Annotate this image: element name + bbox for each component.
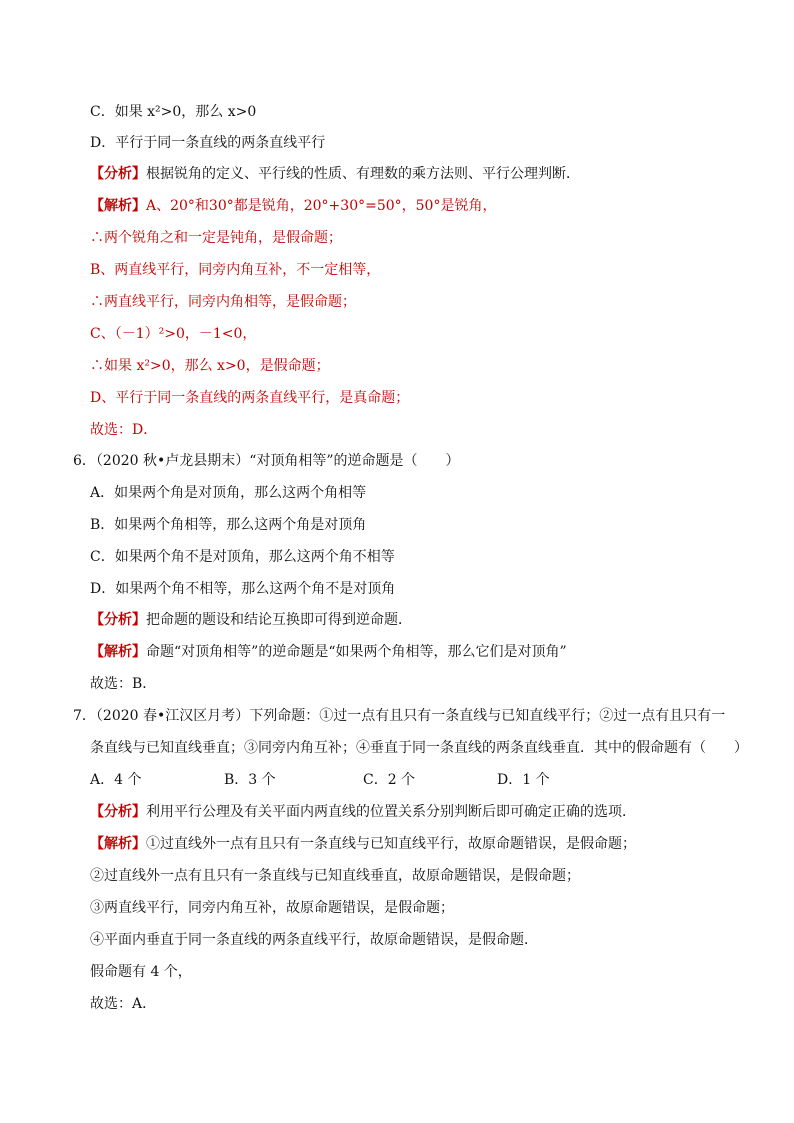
analysis-text: 利用平行公理及有关平面内两直线的位置关系分别判断后即可确定正确的选项．	[146, 804, 636, 820]
q5-solution-line-1	[90, 196, 496, 216]
q7-option-d: D．1 个	[497, 772, 550, 788]
q7-answer: 故选：A．	[90, 996, 157, 1012]
q7-option-a: A．4 个	[90, 772, 142, 788]
q5-solution-line-5: C、（－1）²>0，－1<0，	[90, 326, 257, 342]
solution-text: A、20°和30°都是锐角，20°+30°=50°，50°是锐角，	[146, 198, 497, 214]
q5-solution-line-6: ∴如果 x²>0，那么 x>0，是假命题；	[90, 358, 330, 374]
q6-option-d: D．如果两个角不相等，那么这两个角不是对顶角	[90, 581, 396, 597]
q5-analysis	[90, 164, 580, 184]
q7-solution-line-1	[90, 834, 636, 854]
q7-solution-line-4: ④平面内垂直于同一条直线的两条直线平行，故原命题错误，是假命题．	[90, 932, 538, 948]
q7-solution-line-3: ③两直线平行，同旁内角互补，故原命题错误，是假命题；	[90, 900, 454, 916]
q7-false-count: 假命题有 4 个，	[90, 964, 192, 980]
q7-stem-line-1: 7．（2020 春•江汉区月考）下列命题：①过一点有且只有一条直线与已知直线平行；②过一点有且只有一	[73, 708, 726, 724]
q6-option-b: B．如果两个角相等，那么这两个角是对顶角	[90, 517, 367, 533]
q5-solution-line-3: B、两直线平行，同旁内角互补，不一定相等，	[90, 262, 381, 278]
q5-solution-line-4: ∴两直线平行，同旁内角相等，是假命题；	[90, 294, 356, 310]
q5-option-d: D．平行于同一条直线的两条直线平行	[90, 135, 326, 151]
q5-answer: 故选：D．	[90, 422, 158, 438]
q7-solution-line-2: ②过直线外一点有且只有一条直线与已知直线垂直，故原命题错误，是假命题；	[90, 868, 580, 884]
q7-stem-line-2: 条直线与已知直线垂直；③同旁内角互补；④垂直于同一条直线的两条直线垂直．其中的假命题有（ ）	[90, 740, 748, 756]
analysis-text: 把命题的题设和结论互换即可得到逆命题．	[146, 612, 412, 628]
q6-option-a: A．如果两个角是对顶角，那么这两个角相等	[90, 485, 367, 501]
q5-option-c: C．如果 x²>0，那么 x>0	[90, 104, 257, 120]
q7-option-c: C．2 个	[363, 772, 416, 788]
q7-analysis	[90, 802, 636, 822]
q7-option-b: B．3 个	[224, 772, 276, 788]
q6-solution	[90, 642, 567, 662]
q6-option-c: C．如果两个角不是对顶角，那么这两个角不相等	[90, 549, 395, 565]
solution-tag: 【解析】	[90, 836, 146, 852]
q6-stem: 6．（2020 秋•卢龙县期末）“对顶角相等”的逆命题是（ ）	[73, 453, 460, 469]
q5-solution-line-2: ∴两个锐角之和一定是钝角，是假命题；	[90, 230, 342, 246]
q5-solution-line-7: D、平行于同一条直线的两条直线平行，是真命题；	[90, 390, 410, 406]
analysis-tag: 【分析】	[90, 612, 146, 628]
analysis-tag: 【分析】	[90, 804, 146, 820]
solution-tag: 【解析】	[90, 644, 146, 660]
solution-text: ①过直线外一点有且只有一条直线与已知直线平行，故原命题错误，是假命题；	[146, 836, 636, 852]
analysis-text: 根据锐角的定义、平行线的性质、有理数的乘方法则、平行公理判断．	[146, 166, 580, 182]
analysis-tag: 【分析】	[90, 166, 146, 182]
solution-text: 命题“对顶角相等”的逆命题是“如果两个角相等，那么它们是对顶角”	[146, 644, 567, 660]
q6-analysis	[90, 610, 412, 630]
solution-tag: 【解析】	[90, 198, 146, 214]
q6-answer: 故选：B．	[90, 676, 157, 692]
